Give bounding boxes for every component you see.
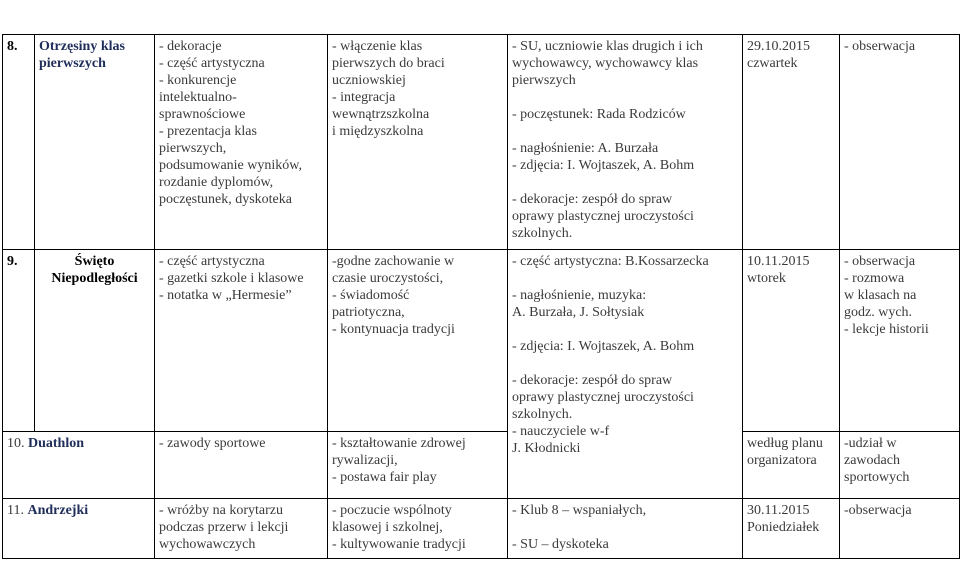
event-evaluation: -udział w zawodach sportowych <box>840 432 960 499</box>
event-evaluation: -obserwacja <box>840 499 960 559</box>
event-name: Otrzęsiny klas pierwszych <box>35 35 155 250</box>
event-evaluation: - obserwacja <box>840 35 960 250</box>
event-title-cell <box>3 432 155 499</box>
event-date: według planu organizatora <box>743 432 840 499</box>
event-forms: - wróżby na korytarzu podczas przerw i lekcji wychowawczych <box>155 499 328 559</box>
events-table <box>2 34 960 559</box>
row-number: 9. <box>3 250 35 432</box>
row-number: 10. <box>7 436 25 451</box>
event-name: Święto Niepodległości <box>35 250 155 432</box>
event-responsible-duathlon: - nauczyciele w-f J. Kłodnicki <box>512 424 610 456</box>
table-row <box>3 499 960 559</box>
event-date: 10.11.2015 wtorek <box>743 250 840 432</box>
table-row <box>3 250 960 432</box>
event-forms: - część artystyczna - gazetki szkole i klasowe - notatka w „Hermesie” <box>155 250 328 432</box>
row-number: 8. <box>3 35 35 250</box>
event-date: 30.11.2015 Poniedziałek <box>743 499 840 559</box>
table-row <box>3 35 960 250</box>
event-goals: - poczucie wspólnoty klasowej i szkolnej, - kultywowanie tradycji <box>328 499 508 559</box>
event-responsible: - Klub 8 – wspaniałych, - SU – dyskoteka <box>508 499 743 559</box>
event-responsible: - SU, uczniowie klas drugich i ich wychowawcy, wychowawcy klas pierwszych - poczęstunek: Rada Rodziców - nagłośnienie: A. Burzała - zdjęcia: I. Wojtaszek, A. Bohm - dekoracje: zespół do spraw oprawy plastycznej uroczystości szkolnych. <box>508 35 743 250</box>
event-date: 29.10.2015 czwartek <box>743 35 840 250</box>
event-forms: - dekoracje - część artystyczna - konkurencje intelektualno- sprawnościowe - prezentacja klas pierwszych, podsumowanie wyników, rozdanie dyplomów, poczęstunek, dyskoteka <box>155 35 328 250</box>
event-name: Duathlon <box>28 436 85 451</box>
event-evaluation: - obserwacja - rozmowa w klasach na godz. wych. - lekcje historii <box>840 250 960 432</box>
event-goals: -godne zachowanie w czasie uroczystości, - świadomość patriotyczna, - kontynuacja tradycji <box>328 250 508 432</box>
event-goals: - włączenie klas pierwszych do braci uczniowskiej - integracja wewnątrzszkolna i międzyszkolna <box>328 35 508 250</box>
event-title-cell <box>3 499 155 559</box>
table-row <box>3 432 960 499</box>
event-goals: - kształtowanie zdrowej rywalizacji, - postawa fair play <box>328 432 508 499</box>
event-responsible: - część artystyczna: B.Kossarzecka - nagłośnienie, muzyka: A. Burzała, J. Sołtysiak - zdjęcia: I. Wojtaszek, A. Bohm - dekoracje: zespół do spraw oprawy plastycznej uroczystości szkolnych. - nauczyciele w-f J. Kłodnicki <box>508 250 743 499</box>
event-forms: - zawody sportowe <box>155 432 328 499</box>
row-number: 11. <box>7 503 24 518</box>
event-name: Andrzejki <box>27 503 89 518</box>
